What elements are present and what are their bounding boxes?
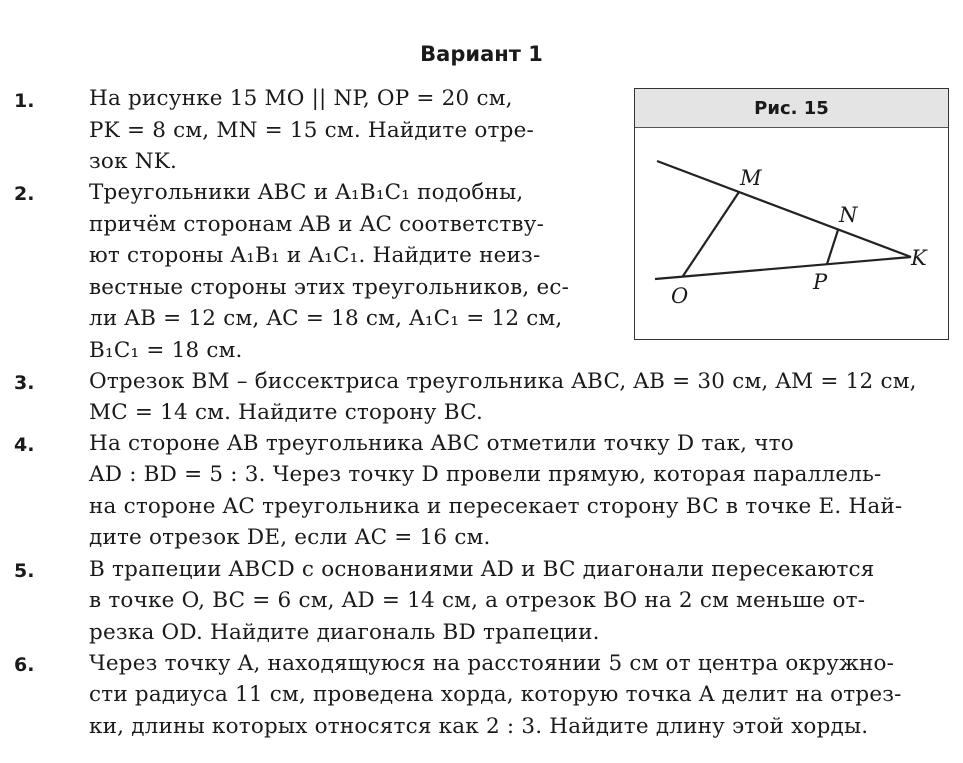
figure-caption: Рис. 15 bbox=[754, 98, 829, 119]
problem-5-line: В трапеции ABCD с основаниями AD и BC диагонали пересекаются bbox=[89, 557, 875, 582]
label-O: O bbox=[671, 284, 689, 308]
variant-title: Вариант 1 bbox=[420, 42, 543, 66]
problem-3-line: Отрезок BM – биссектриса треугольника ABC, AB = 30 см, AM = 12 см, bbox=[89, 369, 917, 394]
problem-4-line: AD : BD = 5 : 3. Через точку D провели прямую, которая параллель- bbox=[89, 462, 882, 487]
problem-6-line: Через точку A, находящуюся на расстоянии 5 см от центра окружно- bbox=[89, 651, 895, 676]
problem-1-number: 1. bbox=[14, 90, 35, 112]
problem-1-line: PK = 8 см, MN = 15 см. Найдите отре- bbox=[89, 118, 534, 143]
problem-2-line: ли AB = 12 см, AC = 18 см, A₁C₁ = 12 см, bbox=[89, 306, 563, 331]
segment-NP bbox=[827, 230, 838, 264]
problem-4-line: на стороне AC треугольника и пересекает сторону BC в точке E. Най- bbox=[89, 494, 903, 519]
problem-2-line: Треугольники ABC и A₁B₁C₁ подобны, bbox=[89, 180, 524, 205]
problem-4-number: 4. bbox=[14, 434, 35, 456]
label-P: P bbox=[813, 270, 828, 294]
problem-5-number: 5. bbox=[14, 560, 35, 582]
problem-4-line: дите отрезок DE, если AC = 16 см. bbox=[89, 525, 491, 550]
problem-2-line: вестные стороны этих треугольников, ес- bbox=[89, 275, 570, 300]
problem-4-line: На стороне AB треугольника ABC отметили точку D так, что bbox=[89, 431, 794, 456]
label-M: M bbox=[740, 166, 762, 190]
problem-1-line: зок NK. bbox=[89, 149, 178, 174]
problem-2-number: 2. bbox=[14, 183, 35, 205]
problem-6-line: ки, длины которых относятся как 2 : 3. Найдите длину этой хорды. bbox=[89, 714, 869, 739]
problem-2-line: причём сторонам AB и AC соответству- bbox=[89, 212, 545, 237]
figure-15 bbox=[634, 88, 949, 340]
segment-MO bbox=[683, 192, 739, 276]
problem-3-line: MC = 14 см. Найдите сторону BC. bbox=[89, 400, 484, 425]
problem-2-line: B₁C₁ = 18 см. bbox=[89, 338, 243, 363]
triangle-diagram bbox=[635, 89, 947, 339]
problem-5-line: в точке O, BC = 6 см, AD = 14 см, а отрезок BO на 2 см меньше от- bbox=[89, 588, 866, 613]
label-N: N bbox=[839, 203, 858, 227]
problem-6-line: сти радиуса 11 см, проведена хорда, которую точка A делит на отрез- bbox=[89, 682, 902, 707]
problem-2-line: ют стороны A₁B₁ и A₁C₁. Найдите неиз- bbox=[89, 243, 541, 268]
label-K: K bbox=[911, 246, 927, 270]
line-ray-upper bbox=[657, 161, 911, 257]
problem-6-number: 6. bbox=[14, 654, 35, 676]
problem-3-number: 3. bbox=[14, 372, 35, 394]
problem-5-line: резка OD. Найдите диагональ BD трапеции. bbox=[89, 620, 600, 645]
problem-1-line: На рисунке 15 MO || NP, OP = 20 см, bbox=[89, 86, 513, 111]
